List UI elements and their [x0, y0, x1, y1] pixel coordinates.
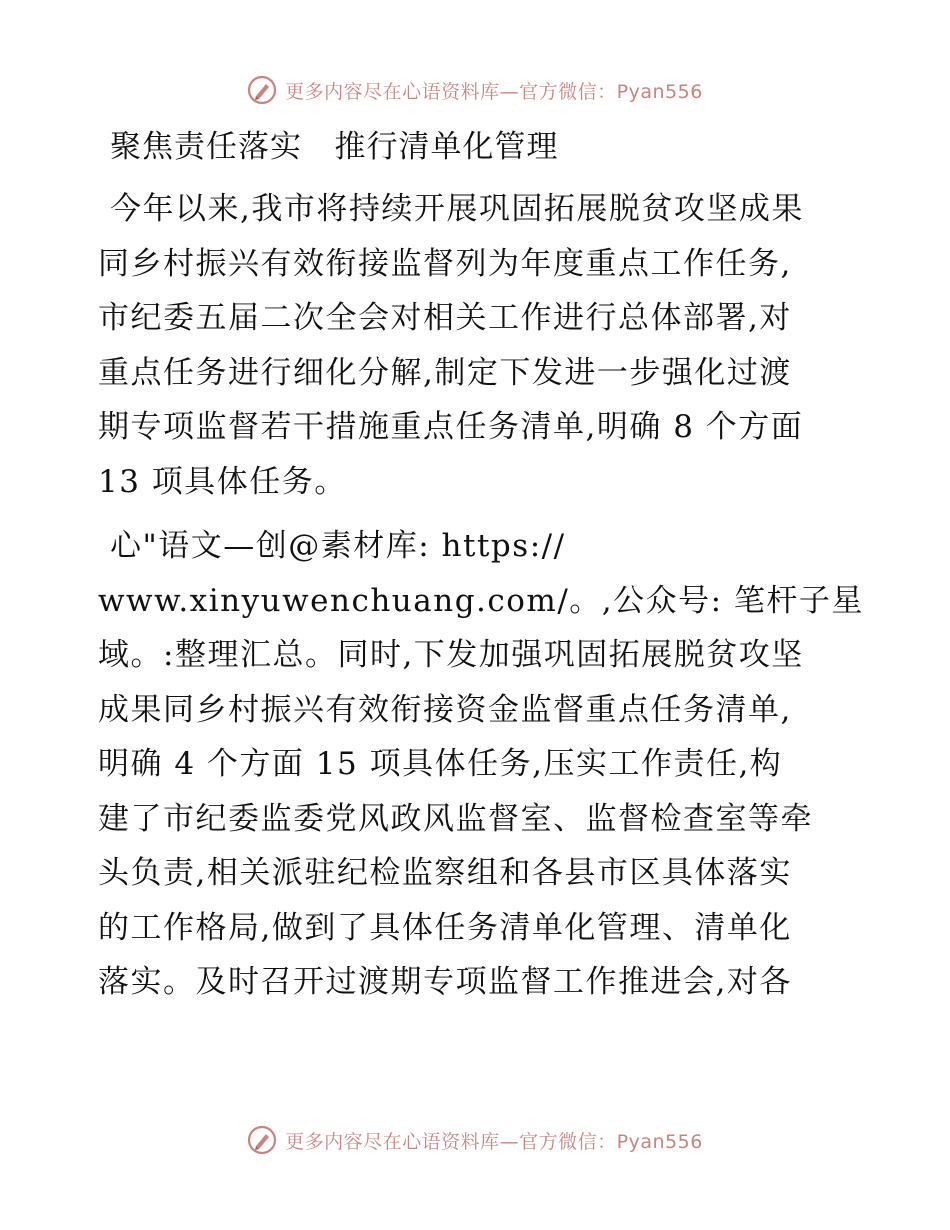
paragraph-2	[98, 519, 864, 1010]
paragraph-line: 明确 4 个方面 15 项具体任务,压实工作责任,构	[98, 746, 783, 782]
paragraph-line: 心"语文—创@素材库: https://	[110, 528, 566, 564]
paragraph-line: 的工作格局,做到了具体任务清单化管理、清单化	[98, 909, 792, 946]
paragraph-line: 建了市纪委监委党风政风监督室、监督检查室等牵	[98, 800, 813, 837]
document-body	[98, 124, 864, 1020]
paragraph-line: 域。:整理汇总。同时,下发加强巩固拓展脱贫攻坚	[98, 637, 804, 673]
footer-watermark	[0, 1120, 950, 1160]
paragraph-line: 头负责,相关派驻纪检监察组和各县市区具体落实	[98, 855, 792, 891]
watermark-text: 更多内容尽在心语资料库—官方微信：Pyan556	[285, 1130, 703, 1153]
paragraph-line: 今年以来,我市将持续开展巩固拓展脱贫攻坚成果	[110, 191, 804, 227]
paragraph-line: 落实。及时召开过渡期专项监督工作推进会,对各	[98, 964, 792, 1000]
watermark-text: 更多内容尽在心语资料库—官方微信：Pyan556	[285, 80, 703, 103]
paragraph-line: 重点任务进行细化分解,制定下发进一步强化过渡	[98, 354, 792, 391]
section-heading: 聚焦责任落实 推行清单化管理	[110, 129, 559, 165]
paragraph-line: 同乡村振兴有效衔接监督列为年度重点工作任务,	[98, 245, 792, 282]
paragraph-1	[98, 182, 858, 509]
paragraph-line: www.xinyuwenchuang.com/。,公众号: 笔杆子星	[98, 582, 864, 619]
paragraph-line: 成果同乡村振兴有效衔接资金监督重点任务清单,	[98, 691, 792, 728]
header-watermark	[0, 70, 950, 110]
paragraph-line: 市纪委五届二次全会对相关工作进行总体部署,对	[98, 300, 792, 336]
paragraph-line: 13 项具体任务。	[98, 463, 347, 500]
pen-logo-icon	[247, 1125, 277, 1155]
pen-logo-icon	[247, 75, 277, 105]
paragraph-line: 期专项监督若干措施重点任务清单,明确 8 个方面	[98, 409, 804, 445]
